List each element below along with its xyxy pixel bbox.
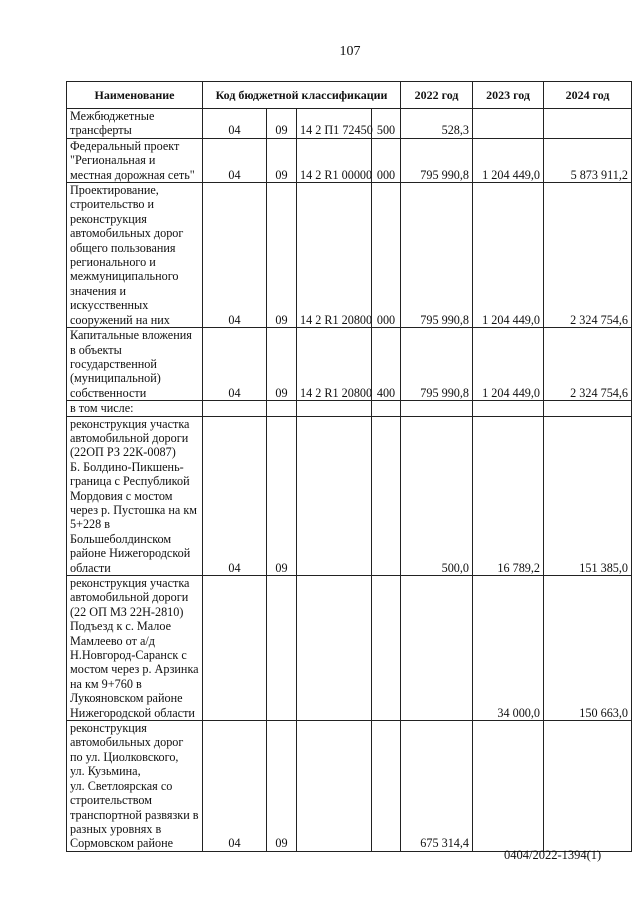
table-row (67, 401, 632, 416)
row-subsection-code (267, 576, 297, 721)
row-section-code: 04 (203, 138, 267, 182)
row-name: реконструкция автомобильных дорог по ул. Циолковского, ул. Кузьмина, ул. Светлоярская со строительством транспортной развязки в разных уровнях в Сормовском районе (67, 721, 203, 852)
budget-table (66, 81, 632, 852)
row-target-article (297, 721, 372, 852)
header-2024: 2024 год (544, 82, 632, 109)
row-target-article: 14 2 П1 72450 (297, 109, 372, 139)
row-expense-type: 000 (372, 138, 401, 182)
row-subsection-code: 09 (267, 416, 297, 575)
table-row (67, 416, 632, 575)
header-name: Наименование (67, 82, 203, 109)
row-value-2024: 5 873 911,2 (544, 138, 632, 182)
row-target-article: 14 2 R1 20800 (297, 328, 372, 401)
row-expense-type: 500 (372, 109, 401, 139)
row-expense-type (372, 576, 401, 721)
table-row (67, 328, 632, 401)
header-budget-code: Код бюджетной классификации (203, 82, 401, 109)
row-section-code: 04 (203, 109, 267, 139)
row-name: Межбюджетные трансферты (67, 109, 203, 139)
table-row (67, 721, 632, 852)
table-row (67, 183, 632, 328)
row-name: Капитальные вложения в объекты государственной (муниципальной) собственности (67, 328, 203, 401)
row-name: реконструкция участка автомобильной дороги (22 ОП МЗ 22Н-2810) Подъезд к с. Малое Мамлеево от а/д Н.Новгород-Саранск с мостом через р. Арзинка на км 9+760 в Лукояновском районе Нижегородской области (67, 576, 203, 721)
row-subsection-code (267, 401, 297, 416)
row-name: реконструкция участка автомобильной дороги (22ОП РЗ 22К-0087) Б. Болдино-Пикшень- граница с Республикой Мордовия с мостом через р. Пустошка на км 5+228 в Большеболдинском районе Нижегородской области (67, 416, 203, 575)
header-row (67, 82, 632, 109)
row-expense-type: 400 (372, 328, 401, 401)
row-value-2024: 2 324 754,6 (544, 328, 632, 401)
row-value-2024: 2 324 754,6 (544, 183, 632, 328)
row-value-2024: 150 663,0 (544, 576, 632, 721)
row-value-2022: 795 990,8 (401, 138, 473, 182)
row-value-2024 (544, 401, 632, 416)
row-subsection-code: 09 (267, 328, 297, 401)
row-section-code: 04 (203, 721, 267, 852)
row-subsection-code: 09 (267, 138, 297, 182)
row-expense-type (372, 721, 401, 852)
row-value-2022: 675 314,4 (401, 721, 473, 852)
row-subsection-code: 09 (267, 183, 297, 328)
row-value-2024 (544, 721, 632, 852)
header-2022: 2022 год (401, 82, 473, 109)
row-target-article (297, 576, 372, 721)
table-row (67, 109, 632, 139)
row-value-2022: 500,0 (401, 416, 473, 575)
row-value-2022: 795 990,8 (401, 328, 473, 401)
row-value-2023: 16 789,2 (473, 416, 544, 575)
table-row (67, 138, 632, 182)
row-name: Федеральный проект "Региональная и местная дорожная сеть" (67, 138, 203, 182)
row-value-2023: 1 204 449,0 (473, 138, 544, 182)
row-section-code: 04 (203, 416, 267, 575)
row-value-2023: 34 000,0 (473, 576, 544, 721)
row-value-2024: 151 385,0 (544, 416, 632, 575)
row-value-2022: 528,3 (401, 109, 473, 139)
row-value-2022 (401, 576, 473, 721)
row-expense-type (372, 401, 401, 416)
row-value-2023 (473, 721, 544, 852)
row-target-article: 14 2 R1 00000 (297, 138, 372, 182)
row-expense-type: 000 (372, 183, 401, 328)
row-section-code (203, 401, 267, 416)
row-value-2023: 1 204 449,0 (473, 183, 544, 328)
page-number: 107 (339, 44, 361, 59)
row-target-article: 14 2 R1 20800 (297, 183, 372, 328)
row-value-2023 (473, 401, 544, 416)
row-value-2024 (544, 109, 632, 139)
row-name: в том числе: (67, 401, 203, 416)
row-value-2023 (473, 109, 544, 139)
row-expense-type (372, 416, 401, 575)
row-subsection-code: 09 (267, 721, 297, 852)
row-value-2023: 1 204 449,0 (473, 328, 544, 401)
row-target-article (297, 416, 372, 575)
row-value-2022: 795 990,8 (401, 183, 473, 328)
row-target-article (297, 401, 372, 416)
row-value-2022 (401, 401, 473, 416)
table-row (67, 576, 632, 721)
row-section-code: 04 (203, 328, 267, 401)
row-section-code (203, 576, 267, 721)
row-subsection-code: 09 (267, 109, 297, 139)
header-2023: 2023 год (473, 82, 544, 109)
row-section-code: 04 (203, 183, 267, 328)
row-name: Проектирование, строительство и реконструкция автомобильных дорог общего пользования регионального и межмуниципального значения и искусственных сооружений на них (67, 183, 203, 328)
document-code: 0404/2022-1394(1) (504, 848, 602, 862)
